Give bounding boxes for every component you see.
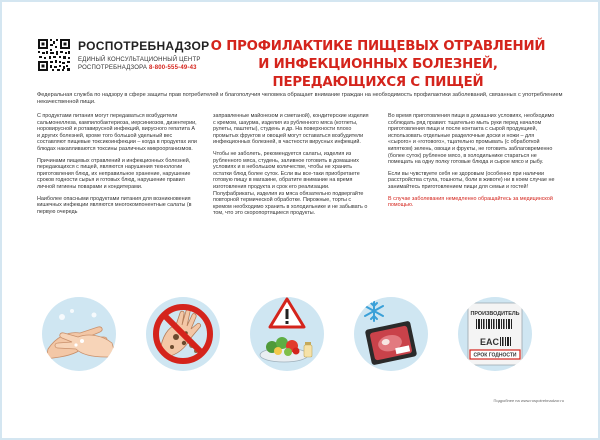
text-column-3 — [388, 113, 558, 214]
col1-paragraph-2: Причинами пищевых отравлений и инфекционных болезней, передающихся с пищей, являются нарушения технологии приготовления блюд, их неправильное хранение, нарушение сроков годности сырья и готовых блюд, нарушение правил личной гигиены поварами и кондитерами. — [37, 157, 191, 190]
col3-paragraph-1: Во время приготовления пищи в домашних условиях, необходимо соблюдать ряд правил: тщательно мыть руки перед началом приготовления пищи и после контакта с сырой продукцией, использовать отдельные разделочные доски и ножи – для «сырого» и «готового», тщательно промывать (с обработкой кипятком) зелень, овощи и фрукты, не готовить заблаговременно (более суток) рубленое мясо, в холодильнике стараться не помещать на одну полку готовые блюда и сырое мясо и рыбу. — [388, 113, 555, 166]
col1-paragraph-1: С продуктами питания могут передаваться возбудители сальмонеллеза, кампилобактериоза, иерсиниозов, дизентерии, норовирусной и ротавирусной инфекций, вирусного гепатита А и других болезней, кроме того большой удельный вес составляют пищевые токсикоинфекции – когда в продуктах или блюдах накапливаются токсины различных микроорганизмов. — [37, 113, 197, 152]
package-label-icon — [458, 297, 532, 371]
consult-center-line2-text: РОСПОТРЕБНАДЗОРА — [78, 65, 148, 71]
col2-paragraph-2: Чтобы не заболеть, рекомендуется салаты, изделия из рубленного мяса, студень, заливное готовить в домашних условиях и в небольшом количестве, чтобы не хранить остатки блюд более суток. Если вы все-таки приобретаете готовую пищу в магазине, обратите внимание на время изготовления продукта и срок его реализации. Полуфабрикаты, изделия из мяса обязательно подвергайте повторной термической обработке. Пирожные, торты с кремом необходимо хранить в холодильнике и не забывать о том, что это скоропортящиеся продукты. — [213, 150, 368, 217]
intro-paragraph: Федеральная служба по надзору в сфере защиты прав потребителей и благополучия человека обращает внимание граждан на необходимость профилактики заболеваний, связанных с употреблением некачественной пищи. — [37, 92, 563, 105]
consult-center-line1: ЕДИНЫЙ КОНСУЛЬТАЦИОННЫЙ ЦЕНТР — [78, 57, 201, 63]
eac-mark: EAC — [480, 337, 500, 347]
hand-washing-icon — [42, 297, 116, 371]
brand-name: РОСПОТРЕБНАДЗОР — [78, 39, 210, 53]
hotline-phone[interactable]: 8-800-555-49-43 — [148, 65, 197, 71]
shelf-life-label: СРОК ГОДНОСТИ — [473, 352, 517, 359]
frozen-meat-icon — [354, 297, 428, 371]
dirty-hands-prohibited-illustration — [146, 297, 220, 371]
col1-paragraph-3: Наиболее опасными продуктами питания для возникновения кишечных инфекции являются многокомпонентные салаты (в первую очередь — [37, 195, 192, 215]
salad-warning-illustration — [250, 297, 324, 371]
col2-paragraph-1: заправленные майонезом и сметаной), кондитерские изделия с кремом, шаурма, изделия из рубленного мяса (котлеты, рулеты, паштеты), студень и др. На поверхности плохо промытых фруктов и овощей могут оставаться возбудители инфекционных болезней, в частности вирусных инфекций. — [213, 113, 369, 146]
consult-center-line2 — [78, 65, 197, 71]
no-dirty-hands-icon — [146, 297, 220, 371]
frozen-meat-illustration — [354, 297, 428, 371]
text-column-1 — [37, 113, 197, 220]
page-title-line2: И ИНФЕКЦИОННЫХ БОЛЕЗНЕЙ, ПЕРЕДАЮЩИХСЯ С ПИЩЕЙ — [258, 57, 498, 90]
page-title-line1: О ПРОФИЛАКТИКЕ ПИЩЕВЫХ ОТРАВЛЕНИЙ — [210, 39, 546, 54]
col3-paragraph-2: Если вы чувствуете себя не здоровым (особенно при наличии расстройства стула, тошноты, боли в животе) ни в коем случае не занимайтесь приготовлением пищи для семьи и гостей! — [388, 170, 555, 190]
qr-code-icon — [37, 38, 71, 72]
salad-warning-icon — [250, 297, 324, 371]
text-column-2 — [213, 113, 371, 222]
medical-help-alert: В случае заболевания немедленно обращайтесь за медицинской помощью. — [388, 195, 553, 209]
maker-label: ПРОИЗВОДИТЕЛЬ — [470, 311, 520, 317]
package-label-illustration — [458, 297, 532, 371]
hand-washing-illustration — [42, 297, 116, 371]
footer-website[interactable]: Подробнее на www.rospotrebnadzor.ru — [493, 398, 564, 403]
page-title — [192, 38, 564, 92]
